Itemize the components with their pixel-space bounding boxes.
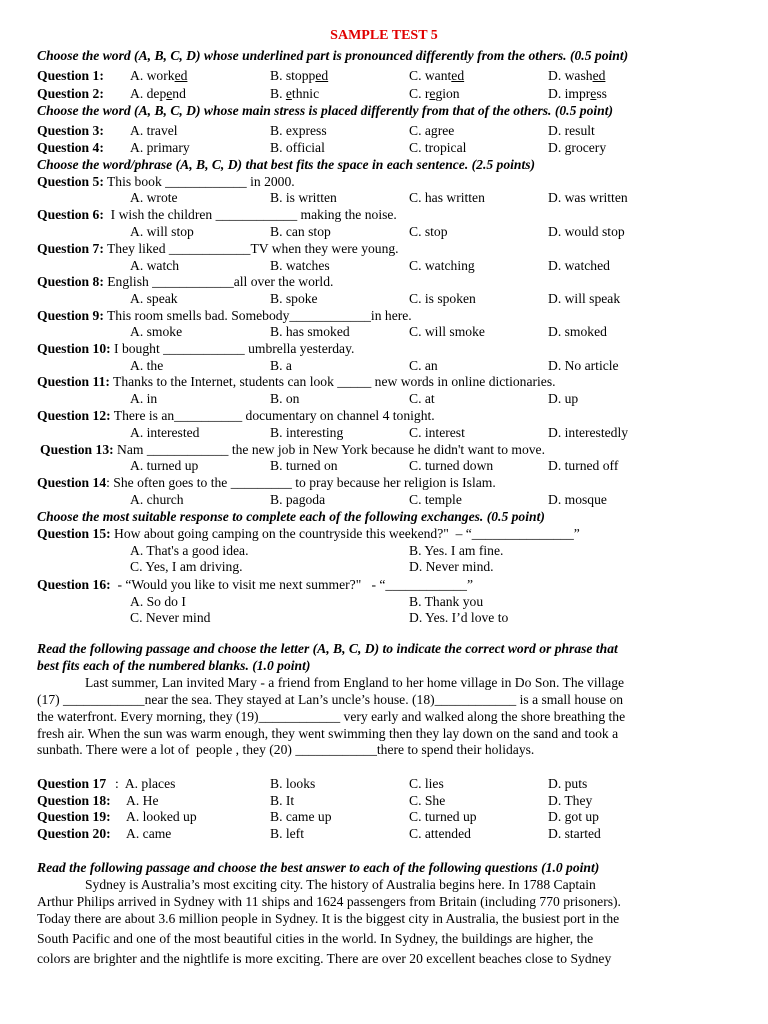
instruction-cloze-cont: best fits each of the numbered blanks. (1.0 point) xyxy=(37,658,311,673)
question-stem: Question 14: She often goes to the _________ to pray because her religion is Islam. xyxy=(37,475,496,490)
option-a: A. in xyxy=(130,391,158,406)
option-c: C. She xyxy=(409,793,446,808)
question-stem: Question 8: English ____________all over the world. xyxy=(37,274,334,289)
option-b: B. looks xyxy=(270,776,316,791)
option-c: C. Yes, I am driving. xyxy=(130,559,243,574)
option-a: A. looked up xyxy=(120,809,197,824)
option-c: C. temple xyxy=(409,492,462,507)
option-d: D. up xyxy=(548,391,579,406)
option-d: D. was written xyxy=(548,190,628,205)
option-d: D. smoked xyxy=(548,324,607,339)
option-a: A. depend xyxy=(130,86,186,101)
option-b: B. express xyxy=(270,123,327,138)
page-title: SAMPLE TEST 5 xyxy=(330,28,438,43)
option-b: B. Yes. I am fine. xyxy=(409,543,504,558)
option-d: D. puts xyxy=(548,776,588,791)
option-c: C. stop xyxy=(409,224,448,239)
question-stem: Question 12: There is an__________ documentary on channel 4 tonight. xyxy=(37,408,435,423)
option-b: B. Thank you xyxy=(409,594,484,609)
option-d: D. Yes. I’d love to xyxy=(409,610,509,625)
option-b: B. pagoda xyxy=(270,492,326,507)
question-label: Question 4: xyxy=(37,140,104,155)
passage-line: South Pacific and one of the most beautiful cities in the world. In Sydney, the buildings are higher, the xyxy=(37,931,594,946)
option-d: D. watched xyxy=(548,258,610,273)
option-b: B. can stop xyxy=(270,224,331,239)
option-b: B. came up xyxy=(270,809,332,824)
option-c: C. lies xyxy=(409,776,444,791)
option-a: A. the xyxy=(130,358,164,373)
option-a: : A. places xyxy=(115,776,176,791)
passage-line: Last summer, Lan invited Mary - a friend from England to her home village in Do Son. The village xyxy=(85,675,625,690)
option-b: B. stopped xyxy=(270,68,329,83)
passage-line: colors are brighter and the nightlife is more exciting. There are over 20 excellent beaches close to Sydney xyxy=(37,951,612,966)
question-stem: Question 7: They liked ____________TV when they were young. xyxy=(37,241,399,256)
option-a: A. church xyxy=(130,492,184,507)
option-a: A. He xyxy=(120,793,159,808)
question-label: Question 18: xyxy=(37,793,111,808)
question-stem: Question 5: This book ____________ in 2000. xyxy=(37,174,295,189)
question-stem: Question 15: How about going camping on the countryside this weekend?" – “_______________” xyxy=(37,526,580,541)
passage-line: the waterfront. Every morning, they (19)____________ very early and walked along the shore breathing the xyxy=(37,709,626,724)
option-d: D. got up xyxy=(548,809,599,824)
option-c: C. attended xyxy=(409,826,471,841)
option-d: D. turned off xyxy=(548,458,619,473)
option-a: A. interested xyxy=(130,425,200,440)
option-c: C. agree xyxy=(409,123,455,138)
option-c: C. watching xyxy=(409,258,475,273)
option-c: C. at xyxy=(409,391,435,406)
question-stem: Question 11: Thanks to the Internet, students can look _____ new words in online dictionaries. xyxy=(37,374,556,389)
option-b: B. is written xyxy=(270,190,337,205)
question-label: Question 17 xyxy=(37,776,107,791)
instruction-cloze: Read the following passage and choose the letter (A, B, C, D) to indicate the correct word or phrase that xyxy=(37,641,618,656)
option-c: C. has written xyxy=(409,190,485,205)
instruction-fill: Choose the word/phrase (A, B, C, D) that best fits the space in each sentence. (2.5 points) xyxy=(37,157,536,172)
option-a: A. That's a good idea. xyxy=(130,543,249,558)
option-a: A. worked xyxy=(130,68,188,83)
option-d: D. No article xyxy=(548,358,619,373)
question-stem: Question 16: - “Would you like to visit me next summer?" - “____________” xyxy=(37,577,473,592)
instruction-pronunciation: Choose the word (A, B, C, D) whose underlined part is pronounced differently from the others. (0.5 point) xyxy=(37,48,629,63)
option-d: D. interestedly xyxy=(548,425,629,440)
instruction-stress: Choose the word (A, B, C, D) whose main stress is placed differently from that of the others. (0.5 point) xyxy=(37,103,614,118)
option-b: B. spoke xyxy=(270,291,318,306)
option-d: D. washed xyxy=(548,68,606,83)
passage-line: (17) ____________near the sea. They stayed at Lan’s uncle’s house. (18)____________ is a small house on xyxy=(37,692,624,707)
passage-line: Today there are about 3.6 million people in Sydney. It is the biggest city in Australia, the busiest port in the xyxy=(37,911,620,926)
option-d: D. result xyxy=(548,123,595,138)
option-b: B. official xyxy=(270,140,325,155)
question-label: Question 1: xyxy=(37,68,104,83)
option-d: D. will speak xyxy=(548,291,621,306)
passage-line: Sydney is Australia’s most exciting city. The history of Australia begins here. In 1788 Captain xyxy=(85,877,596,892)
passage-line: Arthur Philips arrived in Sydney with 11 ships and 1624 passengers from Britain (including 770 prisoners). xyxy=(37,894,621,909)
option-a: A. will stop xyxy=(130,224,194,239)
option-b: B. left xyxy=(270,826,304,841)
option-c: C. tropical xyxy=(409,140,467,155)
option-b: B. on xyxy=(270,391,300,406)
option-b: B. a xyxy=(270,358,292,373)
option-d: D. started xyxy=(548,826,601,841)
option-c: C. interest xyxy=(409,425,465,440)
option-a: A. wrote xyxy=(130,190,178,205)
option-a: A. So do I xyxy=(130,594,186,609)
option-c: C. is spoken xyxy=(409,291,476,306)
instruction-response: Choose the most suitable response to complete each of the following exchanges. (0.5 point) xyxy=(37,509,545,524)
passage-line: sunbath. There were a lot of people , they (20) ____________there to spend their holidays. xyxy=(37,742,535,757)
option-a: A. came xyxy=(120,826,172,841)
option-b: B. It xyxy=(270,793,295,808)
passage-line: fresh air. When the sun was warm enough, they went swimming then they lay down on the sand and took a xyxy=(37,726,619,741)
option-d: D. They xyxy=(548,793,593,808)
option-d: D. grocery xyxy=(548,140,607,155)
option-d: D. would stop xyxy=(548,224,625,239)
option-c: C. an xyxy=(409,358,438,373)
option-c: C. wanted xyxy=(409,68,465,83)
option-b: B. turned on xyxy=(270,458,338,473)
option-a: A. speak xyxy=(130,291,178,306)
option-a: A. watch xyxy=(130,258,180,273)
option-c: C. turned up xyxy=(409,809,477,824)
option-c: C. turned down xyxy=(409,458,494,473)
option-d: D. Never mind. xyxy=(409,559,494,574)
question-stem: Question 10: I bought ____________ umbrella yesterday. xyxy=(37,341,355,356)
question-stem: Question 6: I wish the children ____________ making the noise. xyxy=(37,207,397,222)
option-c: C. will smoke xyxy=(409,324,485,339)
option-a: A. primary xyxy=(130,140,190,155)
option-c: C. Never mind xyxy=(130,610,211,625)
option-c: C. region xyxy=(409,86,460,101)
question-label: Question 3: xyxy=(37,123,104,138)
question-label: Question 20: xyxy=(37,826,111,841)
option-a: A. turned up xyxy=(130,458,199,473)
question-label: Question 19: xyxy=(37,809,111,824)
option-a: A. travel xyxy=(130,123,178,138)
option-b: B. has smoked xyxy=(270,324,350,339)
option-d: D. impress xyxy=(548,86,607,101)
question-label: Question 2: xyxy=(37,86,104,101)
option-a: A. smoke xyxy=(130,324,183,339)
question-stem: Question 13: Nam ____________ the new job in New York because he didn't want to move. xyxy=(40,442,545,457)
option-b: B. watches xyxy=(270,258,330,273)
option-d: D. mosque xyxy=(548,492,607,507)
option-b: B. interesting xyxy=(270,425,344,440)
question-stem: Question 9: This room smells bad. Somebody____________in here. xyxy=(37,308,412,323)
instruction-reading: Read the following passage and choose the best answer to each of the following questions (1.0 point) xyxy=(37,860,600,875)
option-b: B. ethnic xyxy=(270,86,320,101)
